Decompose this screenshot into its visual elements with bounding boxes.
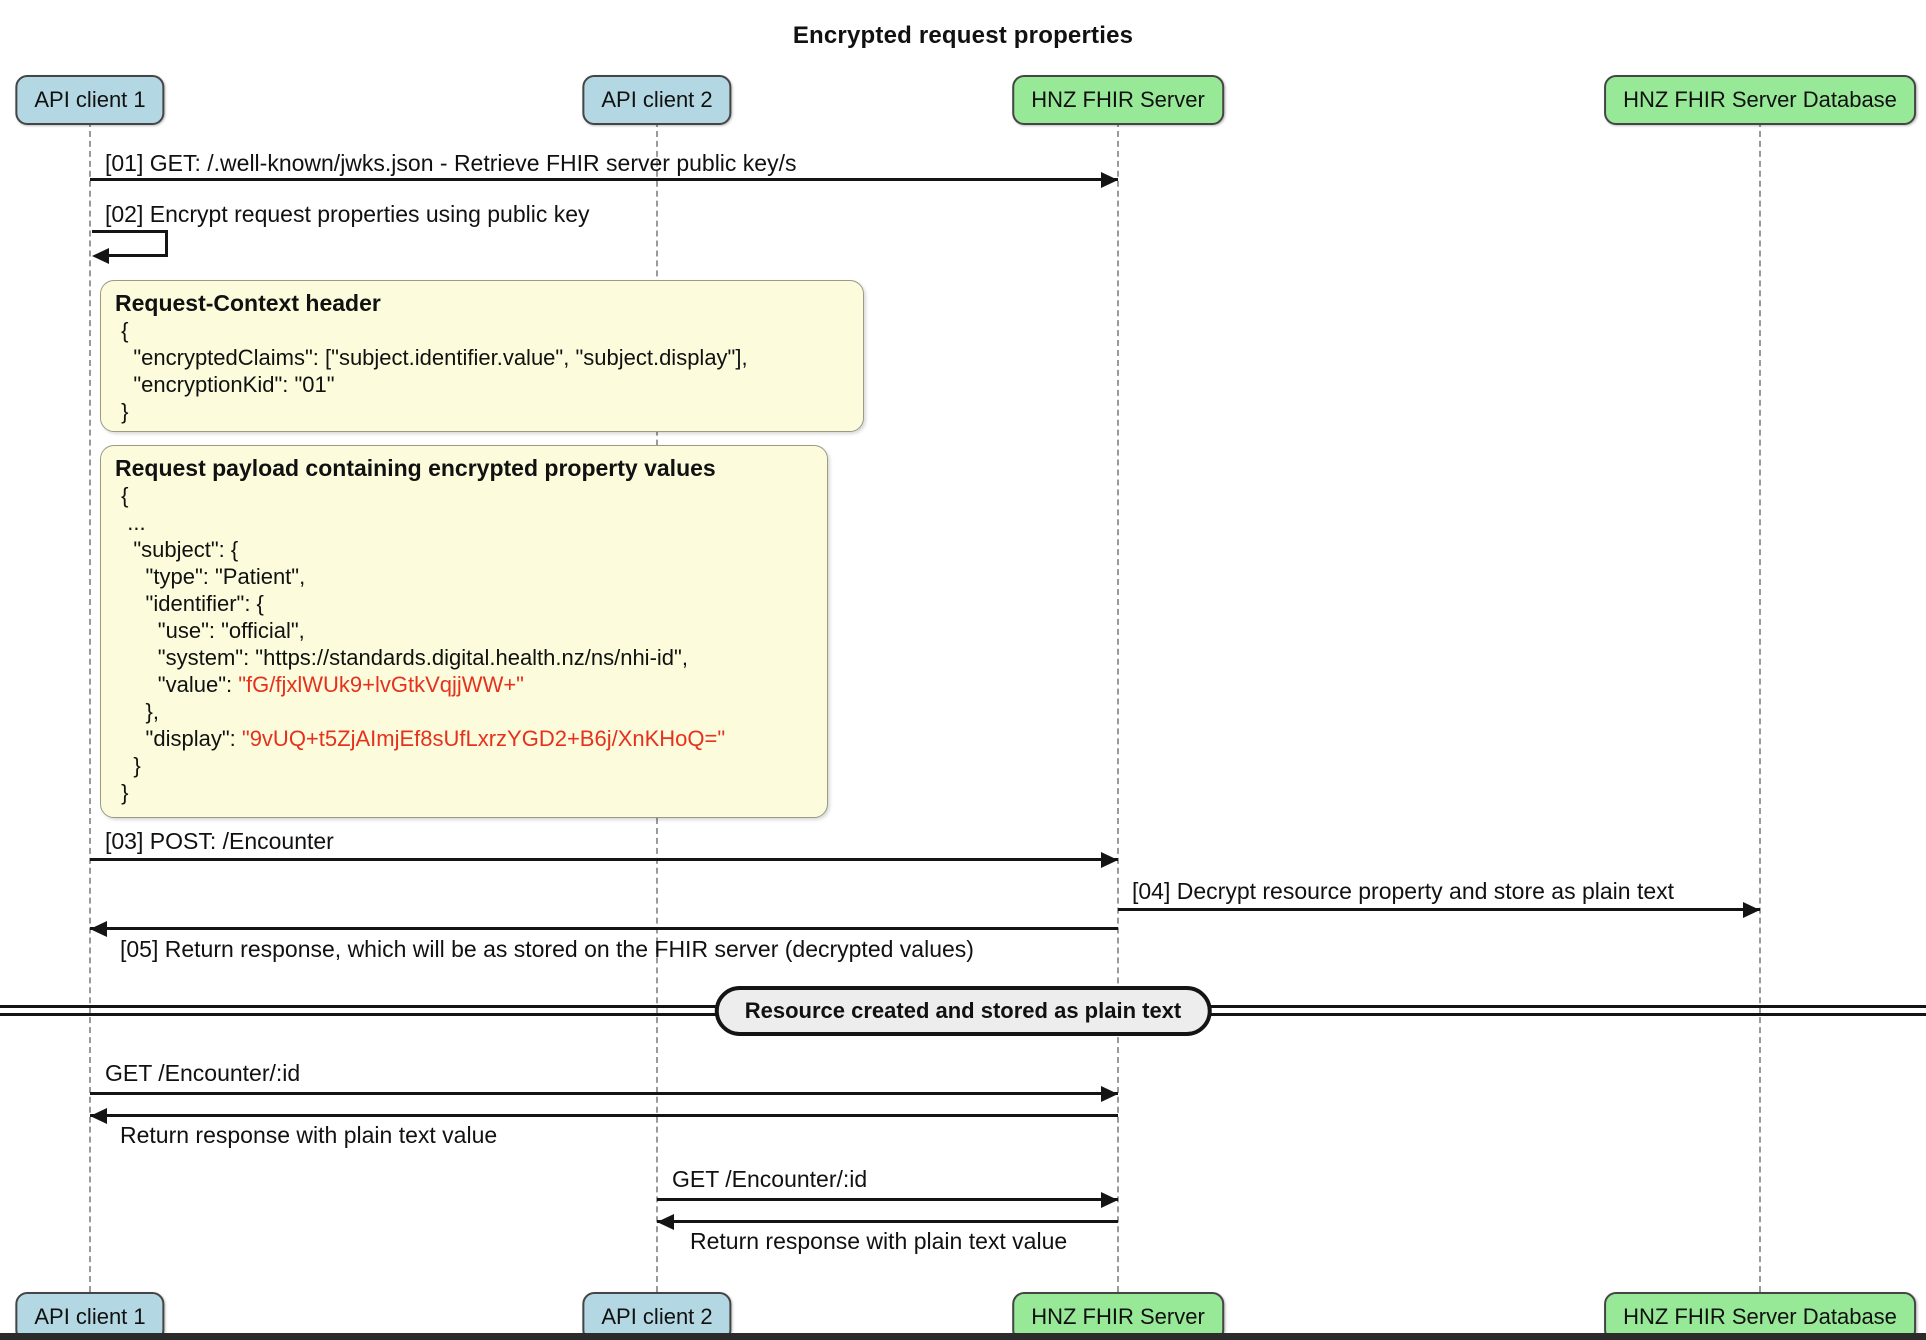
participant-fhir-database-top: [1604, 75, 1916, 125]
message-01-arrow: [90, 178, 1118, 181]
arrowhead-right-icon: [1101, 172, 1118, 188]
message-ret1-arrow: [90, 1114, 1118, 1117]
participant-label: HNZ FHIR Server Database: [1623, 87, 1897, 112]
arrowhead-left-icon: [92, 248, 109, 264]
message-ret2-label: Return response with plain text value: [690, 1228, 1068, 1254]
note-request-payload: [100, 445, 828, 818]
message-04-label: [04] Decrypt resource property and store as plain text: [1132, 878, 1675, 904]
note-request-context-header: [100, 280, 864, 432]
lifeline-fhir-database: [1759, 121, 1761, 1292]
message-02-selfloop-bottom: [106, 254, 168, 257]
note-code-line: },: [115, 699, 160, 724]
note-code-line: ...: [115, 510, 146, 535]
divider-pill: [715, 986, 1212, 1036]
arrowhead-right-icon: [1743, 902, 1760, 918]
participant-label: API client 2: [601, 87, 713, 112]
participant-label: HNZ FHIR Server: [1031, 87, 1205, 112]
note-code-line: "encryptionKid": "01": [115, 372, 335, 397]
message-get1-label: GET /Encounter/:id: [105, 1060, 301, 1086]
divider-label: Resource created and stored as plain text: [744, 998, 1182, 1023]
message-02-selfloop-side: [165, 230, 168, 257]
participant-label: HNZ FHIR Server Database: [1623, 1304, 1897, 1329]
note-code-line: "display": "9vUQ+t5ZjAImjEf8sUfLxrzYGD2+B6j/XnKHoQ=": [115, 726, 726, 751]
message-ret2-arrow: [657, 1220, 1118, 1223]
message-02-selfloop-top: [92, 230, 168, 233]
message-04-arrow: [1118, 908, 1760, 911]
arrowhead-right-icon: [1101, 852, 1118, 868]
message-03-arrow: [90, 858, 1118, 861]
note-title: Request-Context header: [115, 290, 381, 316]
diagram-title: Encrypted request properties: [792, 22, 1134, 49]
message-05-label: [05] Return response, which will be as stored on the FHIR server (decrypted values): [120, 936, 974, 962]
note-code-line: "system": "https://standards.digital.health.nz/ns/nhi-id",: [115, 645, 688, 670]
message-get1-arrow: [90, 1092, 1118, 1095]
note-code-line: {: [115, 318, 129, 343]
note-title: Request payload containing encrypted property values: [115, 455, 716, 481]
participant-api-client-1-top: [15, 75, 164, 125]
message-02-label: [02] Encrypt request properties using public key: [105, 201, 590, 227]
participant-label: API client 1: [34, 1304, 146, 1329]
note-code-line: "type": "Patient",: [115, 564, 306, 589]
note-code-line: "subject": {: [115, 537, 239, 562]
message-03-label: [03] POST: /Encounter: [105, 828, 334, 854]
message-01-label: [01] GET: /.well-known/jwks.json - Retrieve FHIR server public key/s: [105, 150, 797, 176]
arrowhead-left-icon: [657, 1214, 674, 1230]
participant-api-client-2-top: [582, 75, 731, 125]
arrowhead-left-icon: [90, 921, 107, 937]
note-code-line: "encryptedClaims": ["subject.identifier.value", "subject.display"],: [115, 345, 748, 370]
note-code-line: "identifier": {: [115, 591, 264, 616]
message-get2-arrow: [657, 1198, 1118, 1201]
participant-label: API client 1: [34, 87, 146, 112]
note-code-line: }: [115, 753, 141, 778]
arrowhead-left-icon: [90, 1108, 107, 1124]
note-code-line: "use": "official",: [115, 618, 305, 643]
arrowhead-right-icon: [1101, 1086, 1118, 1102]
note-code-line: "value": "fG/fjxlWUk9+lvGtkVqjjWW+": [115, 672, 524, 697]
note-code-line: }: [115, 780, 129, 805]
message-get2-label: GET /Encounter/:id: [672, 1166, 868, 1192]
note-code-line: }: [115, 399, 129, 424]
participant-label: API client 2: [601, 1304, 713, 1329]
message-05-arrow: [90, 927, 1118, 930]
window-bottom-edge: [0, 1333, 1926, 1340]
participant-label: HNZ FHIR Server: [1031, 1304, 1205, 1329]
message-ret1-label: Return response with plain text value: [120, 1122, 498, 1148]
participant-fhir-server-top: [1012, 75, 1224, 125]
note-code-line: {: [115, 483, 129, 508]
arrowhead-right-icon: [1101, 1192, 1118, 1208]
